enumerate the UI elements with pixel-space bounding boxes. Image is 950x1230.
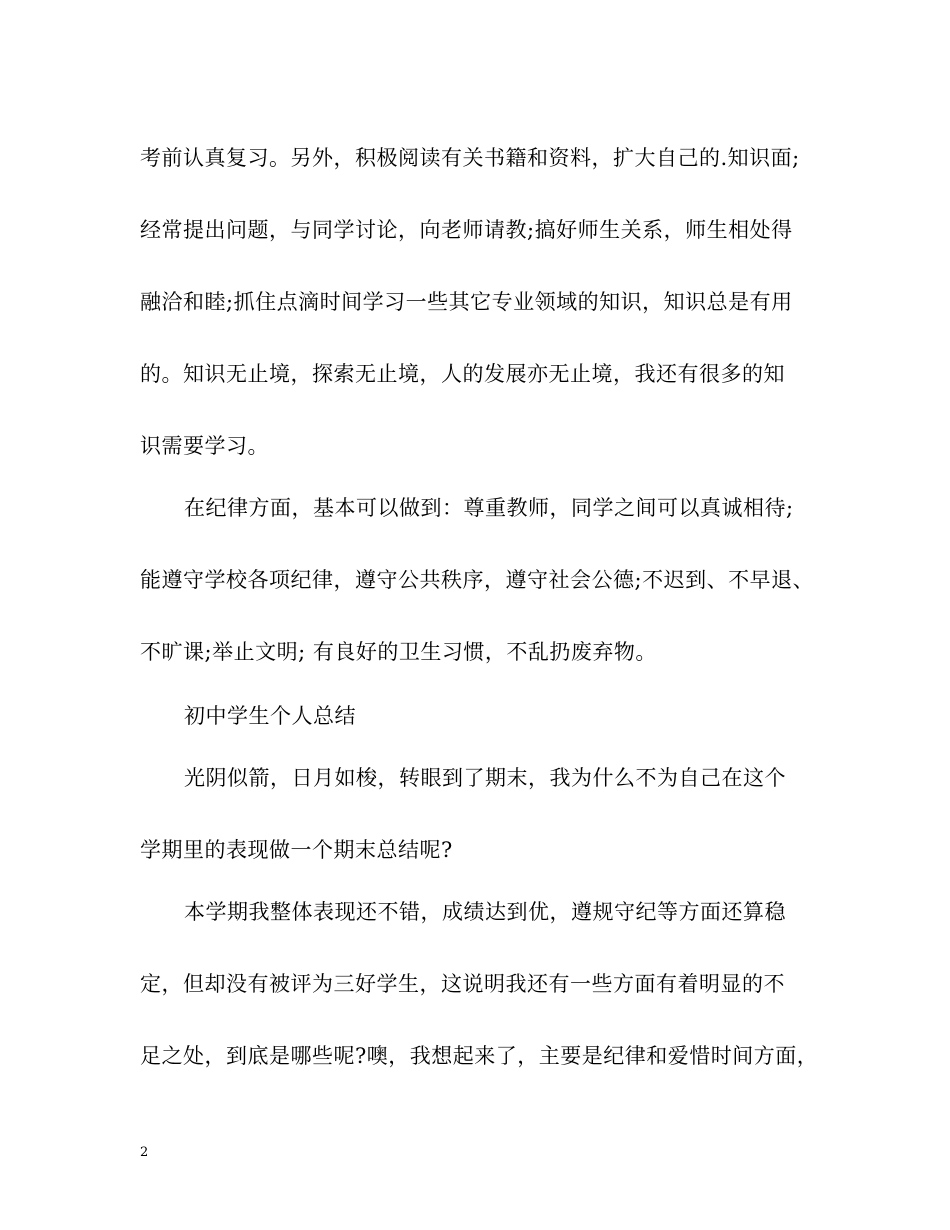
text-line: 的。知识无止境，探索无止境，人的发展亦无止境，我还有很多的知 [140,362,785,386]
text-line: 学期里的表现做一个期末总结呢? [140,838,453,862]
text-line: 足之处，到底是哪些呢?噢，我想起来了，主要是纪律和爱惜时间方面， [140,1044,819,1068]
paragraph-start-line: 本学期我整体表现还不错，成绩达到优，遵规守纪等方面还算稳 [184,900,786,924]
text-line: 不旷课;举止文明; 有良好的卫生习惯，不乱扔废弃物。 [140,640,657,664]
text-line: 融洽和睦;抓住点滴时间学习一些其它专业领域的知识，知识总是有用 [140,290,793,314]
text-line: 能遵守学校各项纪律，遵守公共秩序，遵守社会公德;不迟到、不早退、 [140,568,815,592]
text-line: 识需要学习。 [140,434,269,458]
text-line: 经常提出问题，与同学讨论，向老师请教;搞好师生关系，师生相处得 [140,218,793,242]
page-number: 2 [140,1145,149,1160]
paragraph-start-line: 在纪律方面，基本可以做到：尊重教师，同学之间可以真诚相待; [184,496,794,520]
text-line: 定，但却没有被评为三好学生，这说明我还有一些方面有着明显的不 [140,972,785,996]
section-heading: 初中学生个人总结 [184,704,356,728]
text-line: 考前认真复习。另外，积极阅读有关书籍和资料，扩大自己的.知识面; [140,146,800,170]
paragraph-start-line: 光阴似箭，日月如梭，转眼到了期末，我为什么不为自己在这个 [184,766,786,790]
